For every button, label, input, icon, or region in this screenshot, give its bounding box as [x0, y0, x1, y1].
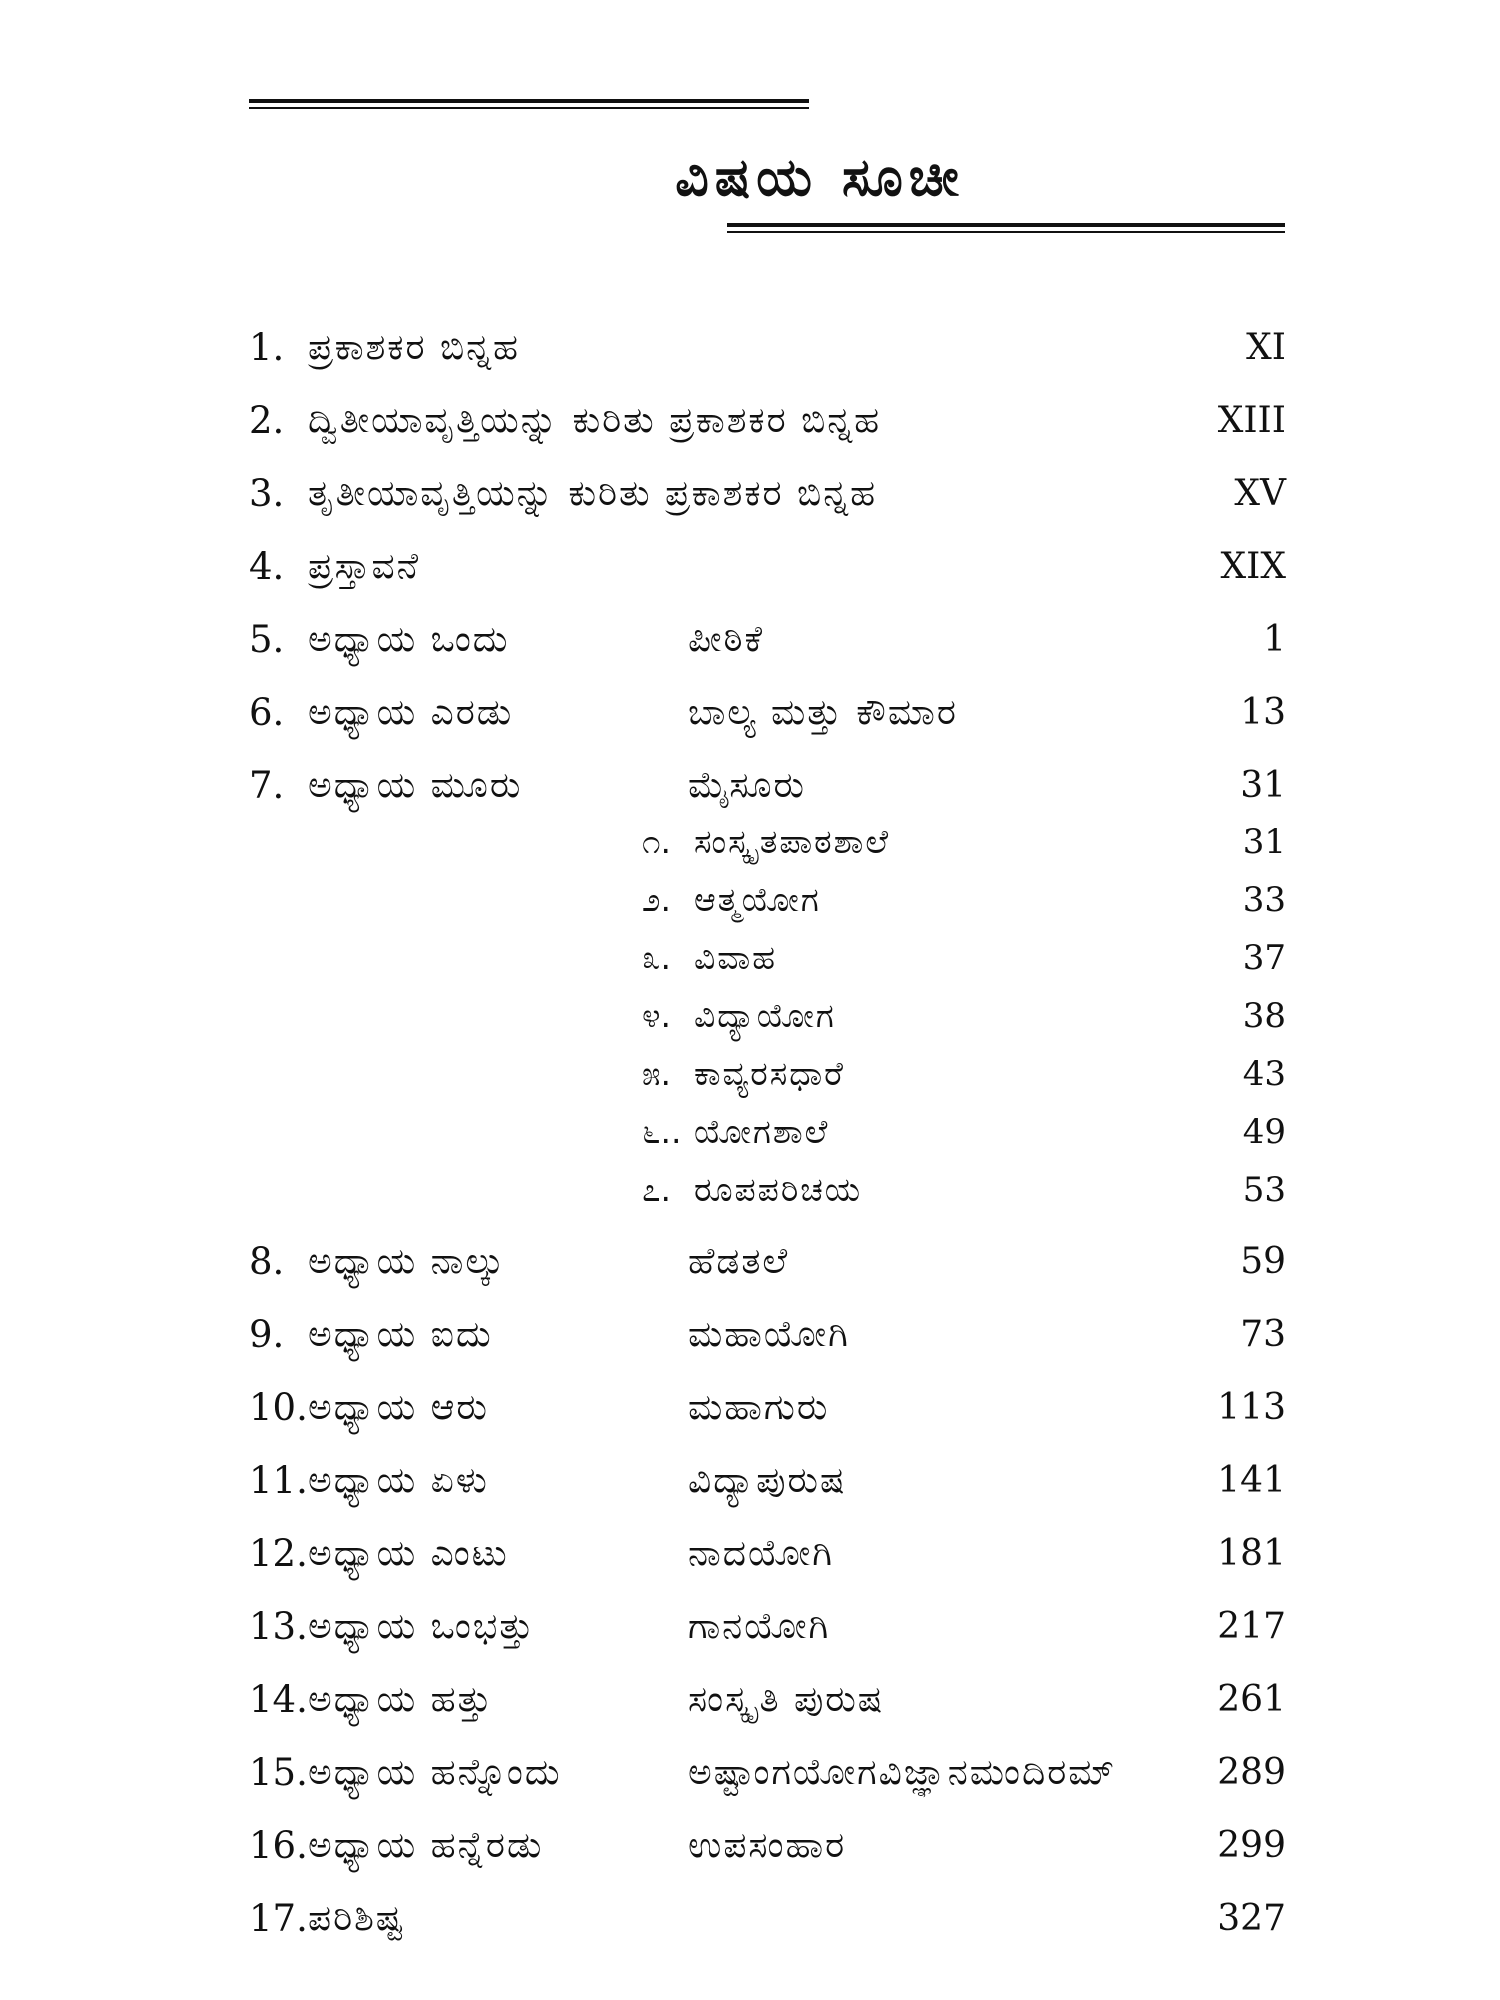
entry-page-number: 141 [1217, 1460, 1286, 1501]
toc-entry [0, 1378, 1500, 1438]
entry-page-number: 59 [1240, 1241, 1286, 1282]
subentry-page-number: 38 [1242, 996, 1286, 1036]
toc-entry [0, 391, 1500, 451]
subentry-number: ೭. [642, 1170, 671, 1209]
entry-page-number: XIII [1217, 400, 1286, 441]
entry-label: ಅಧ್ಯಾಯ ಒಂಭತ್ತು [308, 1606, 535, 1647]
toc-entry [0, 1305, 1500, 1365]
subentry-label: ಯೋಗಶಾಲೆ [694, 1112, 830, 1151]
top-double-rule [249, 99, 809, 109]
toc-subentry [0, 871, 1500, 929]
entry-number: 5. [249, 618, 285, 661]
entry-subject: ಪೀಠಿಕೆ [688, 619, 765, 660]
entry-subject: ನಾದಯೋಗಿ [688, 1533, 834, 1574]
entry-label: ತೃತೀಯಾವೃತ್ತಿಯನ್ನು ಕುರಿತು ಪ್ರಕಾಶಕರ ಬಿನ್ನಹ [308, 473, 878, 514]
entry-number: 1. [249, 326, 285, 369]
entry-number: 8. [249, 1240, 285, 1283]
subentry-page-number: 49 [1242, 1112, 1286, 1152]
entry-number: 11. [249, 1459, 308, 1502]
entry-page-number: 289 [1217, 1752, 1286, 1793]
entry-page-number: 31 [1240, 765, 1286, 806]
toc-entry [0, 756, 1500, 816]
entry-page-number: 113 [1217, 1387, 1286, 1428]
entry-page-number: XV [1234, 473, 1286, 514]
toc-entry [0, 1232, 1500, 1292]
subentry-page-number: 33 [1242, 880, 1286, 920]
entry-label: ಅಧ್ಯಾಯ ನಾಲ್ಕು [308, 1241, 506, 1282]
page-title: ವಿಷಯ ಸೂಚೀ [675, 148, 965, 208]
subentry-number: ೪. [642, 996, 671, 1035]
toc-entry [0, 1670, 1500, 1730]
toc-entry [0, 1451, 1500, 1511]
toc-entry [0, 1597, 1500, 1657]
entry-page-number: XIX [1220, 546, 1286, 587]
toc-subentry [0, 1045, 1500, 1103]
entry-page-number: 327 [1217, 1898, 1286, 1939]
entry-page-number: 13 [1240, 692, 1286, 733]
toc-subentry [0, 1161, 1500, 1219]
entry-page-number: 261 [1217, 1679, 1286, 1720]
entry-number: 4. [249, 545, 285, 588]
subentry-label: ವಿದ್ಯಾಯೋಗ [694, 996, 836, 1035]
entry-subject: ಗಾನಯೋಗಿ [688, 1606, 831, 1647]
entry-label: ದ್ವಿತೀಯಾವೃತ್ತಿಯನ್ನು ಕುರಿತು ಪ್ರಕಾಶಕರ ಬಿನ್ನಹ [308, 400, 882, 441]
entry-subject: ಬಾಲ್ಯ ಮತ್ತು ಕೌಮಾರ [688, 692, 958, 733]
entry-label: ಅಧ್ಯಾಯ ಹನ್ನೊಂದು [308, 1752, 562, 1793]
entry-label: ಅಧ್ಯಾಯ ಎರಡು [308, 692, 514, 733]
entry-subject: ಮೈಸೂರು [688, 765, 806, 806]
subentry-label: ಆತ್ಮಯೋಗ [694, 880, 821, 919]
entry-number: 10. [249, 1386, 308, 1429]
entry-label: ಪರಿಶಿಷ್ಟ [308, 1898, 405, 1939]
subentry-label: ಕಾವ್ಯರಸಧಾರೆ [694, 1054, 845, 1093]
entry-subject: ಮಹಾಗುರು [688, 1387, 830, 1428]
toc-entry [0, 1816, 1500, 1876]
toc-entry [0, 683, 1500, 743]
entry-number: 2. [249, 399, 285, 442]
entry-page-number: 1 [1263, 619, 1286, 660]
entry-subject: ಸಂಸ್ಕೃತಿ ಪುರುಷ [688, 1679, 885, 1720]
entry-subject: ಮಹಾಯೋಗಿ [688, 1314, 850, 1355]
toc-entry [0, 1743, 1500, 1803]
entry-label: ಪ್ರಸ್ತಾವನೆ [308, 546, 421, 587]
title-underline-rule [727, 223, 1285, 233]
entry-number: 6. [249, 691, 285, 734]
entry-page-number: 299 [1217, 1825, 1286, 1866]
entry-subject: ವಿದ್ಯಾಪುರುಷ [688, 1460, 847, 1501]
entry-page-number: 181 [1217, 1533, 1286, 1574]
entry-label: ಅಧ್ಯಾಯ ಹನ್ನೆರಡು [308, 1825, 544, 1866]
entry-page-number: XI [1246, 327, 1286, 368]
entry-number: 15. [249, 1751, 308, 1794]
subentry-page-number: 53 [1242, 1170, 1286, 1210]
entry-label: ಅಧ್ಯಾಯ ಐದು [308, 1314, 493, 1355]
entry-number: 7. [249, 764, 285, 807]
entry-number: 16. [249, 1824, 308, 1867]
subentry-label: ರೂಪಪರಿಚಯ [694, 1170, 863, 1209]
entry-label: ಅಧ್ಯಾಯ ಆರು [308, 1387, 489, 1428]
subentry-page-number: 43 [1242, 1054, 1286, 1094]
entry-label: ಅಧ್ಯಾಯ ಒಂದು [308, 619, 510, 660]
entry-label: ಅಧ್ಯಾಯ ಮೂರು [308, 765, 523, 806]
entry-subject: ಹೆಡತಲೆ [688, 1241, 790, 1282]
entry-number: 13. [249, 1605, 308, 1648]
subentry-label: ಸಂಸ್ಕೃತಪಾಠಶಾಲೆ [694, 822, 891, 861]
entry-page-number: 73 [1240, 1314, 1286, 1355]
toc-entry [0, 464, 1500, 524]
entry-number: 12. [249, 1532, 308, 1575]
subentry-number: ೩. [642, 938, 671, 977]
subentry-number: ೨. [642, 880, 671, 919]
subentry-page-number: 31 [1242, 822, 1286, 862]
entry-number: 17. [249, 1897, 308, 1940]
toc-subentry [0, 813, 1500, 871]
entry-label: ಅಧ್ಯಾಯ ಹತ್ತು [308, 1679, 494, 1720]
entry-number: 3. [249, 472, 285, 515]
toc-subentry [0, 929, 1500, 987]
toc-subentry [0, 987, 1500, 1045]
toc-entry [0, 537, 1500, 597]
subentry-number: ೬.. [642, 1112, 682, 1151]
entry-number: 14. [249, 1678, 308, 1721]
entry-page-number: 217 [1217, 1606, 1286, 1647]
toc-subentry [0, 1103, 1500, 1161]
subentry-number: ೫. [642, 1054, 671, 1093]
toc-entry [0, 1524, 1500, 1584]
entry-label: ಪ್ರಕಾಶಕರ ಬಿನ್ನಹ [308, 327, 520, 368]
subentry-label: ವಿವಾಹ [694, 938, 777, 977]
entry-label: ಅಧ್ಯಾಯ ಎಂಟು [308, 1533, 509, 1574]
toc-entry [0, 610, 1500, 670]
entry-number: 9. [249, 1313, 285, 1356]
entry-subject: ಉಪಸಂಹಾರ [688, 1825, 847, 1866]
toc-entry [0, 1889, 1500, 1949]
entry-label: ಅಧ್ಯಾಯ ಏಳು [308, 1460, 489, 1501]
entry-subject: ಅಷ್ಟಾಂಗಯೋಗವಿಜ್ಞಾನಮಂದಿರಮ್ [688, 1752, 1117, 1793]
subentry-number: ೧. [642, 822, 671, 861]
subentry-page-number: 37 [1242, 938, 1286, 978]
toc-entry [0, 318, 1500, 378]
